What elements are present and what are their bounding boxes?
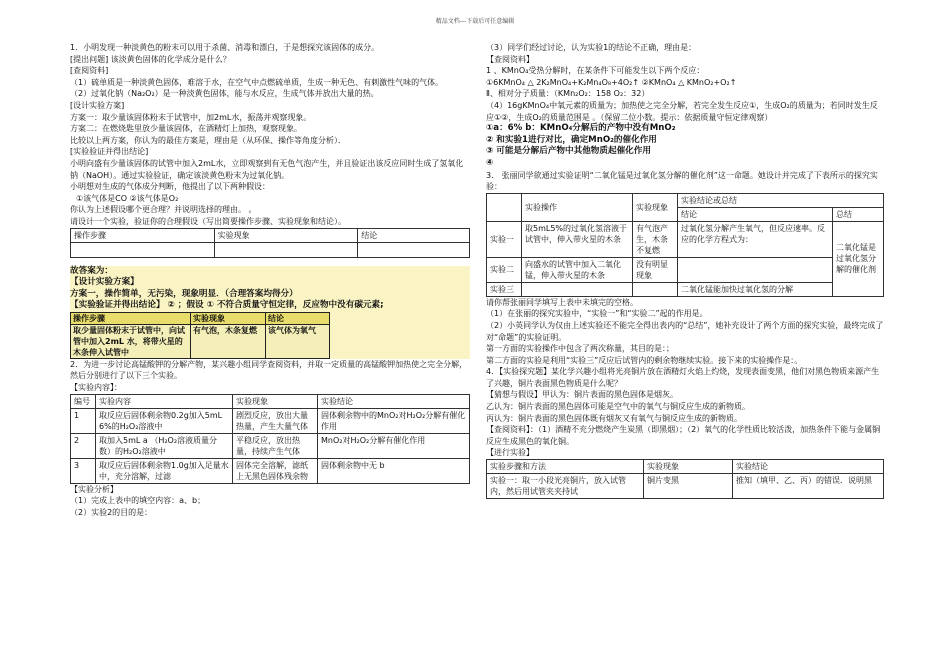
exp2-no: 2 <box>71 433 96 458</box>
hypothesis-question: 你认为上述假设哪个更合理？并说明选择的理由。 。 <box>70 205 257 215</box>
exp-head-content: 实验内容 <box>96 394 233 408</box>
exp-two-phenom: 没有明显现象 <box>633 257 678 282</box>
info-2: （2）过氧化钠（Na₂O₂）是一种淡黄色固体，能与水反应，生成气体并放出大量的热。 <box>70 89 379 99</box>
verify-text-1: 小明向盛有少量该固体的试管中加入2mL水，立即观察到有无色气泡产生，并且验证出该反应同时生成了氢氧化钠（NaOH）。通过实验验证，确定该淡黄色粉末为过氧化钠。 <box>70 158 464 180</box>
ans-head-phenom: 实验现象 <box>191 312 266 324</box>
cu-head-concl: 实验结论 <box>733 460 884 474</box>
ans-steps: 取少量固体粉末于试管中，向试管中加入2mL 水，将带火星的木条伸入试管中 <box>71 324 191 358</box>
analysis-2: （2）实验2的目的是： <box>70 507 153 517</box>
exp1-concl: 固体剩余物中的MnO₂对H₂O₂分解有催化作用 <box>318 408 470 433</box>
sub-q-2: （2）小英同学认为仅由上述实验还不能完全得出表内的“总结”，她补充设计了两个方面的探究实验，最终完成了对“命题”的实验证明。 <box>486 320 884 342</box>
answer-b: ② 和实验1进行对比，确定MnO₂的催化作用 <box>486 134 657 145</box>
cat-head-total: 总结 <box>833 207 884 221</box>
q2-intro: 2．为进一步讨论高锰酸钾的分解产物，某兴趣小组同学查阅资料，并取一定质量的高锰酸钾加热使之完全分解，然后分别进行了以下三个实验。 <box>70 359 468 381</box>
copper-table <box>486 459 884 499</box>
info-title: [查阅资料] <box>70 66 109 76</box>
answer-a: ①a：6% b：KMnO₄分解后的产物中没有MnO₂ <box>486 123 676 134</box>
design-title: [设计实验方案] <box>70 100 125 110</box>
exp-three-label: 实验三 <box>487 282 522 296</box>
info-2-right: 【查阅资料】：（1）酒精不充分燃烧产生炭黑（即黑烟）；（2）氧气的化学性质比较活泼，加热条件下能与金属铜反应生成黑色的氧化铜。 <box>486 425 881 446</box>
experiment-table <box>70 394 470 484</box>
catalyst-table <box>486 193 884 297</box>
answer-2: 方案一，操作简单，无污染，现象明显．（合理答案均得分） <box>70 288 298 299</box>
info-1: （1）硫单质是一种淡黄色固体，难溶于水，在空气中点燃硫单质，生成一种无色、有刺激性气味的气体。 <box>70 77 444 87</box>
exp-head-phenom: 实验现象 <box>233 394 318 408</box>
cu-steps: 实验一：取一小段光亮铜片，放入试管内，然后用试管夹夹持试 <box>487 474 644 499</box>
q3-sub: （3）同学们经过讨论，认为实验1的结论不正确，理由是： <box>486 43 697 52</box>
plan-1: 方案一：取少量该固体粉末于试管中，加2mL水，振荡并观察现象。 <box>70 112 312 122</box>
exp-head-concl: 实验结论 <box>318 394 470 408</box>
cu-concl: 推知（填甲、乙、丙）的错误．说明黑 <box>733 474 884 499</box>
right-column <box>486 42 884 499</box>
exp2-content: 取加入5mL a （H₂O₂溶液质量分数）的H₂O₂溶液中 <box>96 433 233 458</box>
q3-intro: 3． 张丽同学欲通过实验证明“二氧化锰是过氧化氢分解的催化剂”这一命题。她设计并完成了下表所示的探究实验： <box>486 170 878 192</box>
compare-question: 比较以上两方案，你认为的最佳方案是，理由是（从环保、操作等角度分析）． <box>70 135 346 145</box>
cu-phenom: 铜片变黑 <box>644 474 733 499</box>
blank-head-steps: 操作步骤 <box>71 228 215 242</box>
cu-head-phenom: 实验现象 <box>644 460 733 474</box>
exp3-concl: 固体剩余物中无 b <box>318 458 470 483</box>
exp-three-phenom <box>633 282 678 296</box>
ans-head-concl: 结论 <box>266 312 330 324</box>
ans-concl: 该气体为氧气 <box>266 324 330 358</box>
right-info-1: 1 、KMnO₄受热分解时，在某条件下可能发生以下两个反应： <box>486 66 705 76</box>
molar-mass: Ⅱ、相对分子质量：（KMn₂O₂：158 O₂：32） <box>486 89 650 99</box>
sub-q-4: 第二方面的实验是利用“实验三”反应后试管内的剩余物继续实验。接下来的实验操作是：。 <box>486 355 803 365</box>
exp-two-label: 实验二 <box>487 257 522 282</box>
ans-head-steps: 操作步骤 <box>71 312 191 324</box>
exp-one-label: 实验一 <box>487 221 522 257</box>
verify-title: [实验验证并得出结论] <box>70 147 149 157</box>
left-column <box>70 42 470 518</box>
cat-head-op: 实验操作 <box>522 193 633 221</box>
sub-q-1: （1）在张丽的探究实验中，“实验一”和“实验二”起的作用是。 <box>486 309 708 319</box>
conduct-title: 【进行实验】 <box>486 448 534 458</box>
q1-intro: 1．小明发现一种淡黄色的粉末可以用于杀菌、消毒和漂白，于是想探究该固体的成分。 <box>70 43 380 52</box>
answer-title: 故答案为： <box>70 265 113 276</box>
q4-sub: （4）16gKMnO₄中氧元素的质量为；加热使之完全分解，若完全发生反应①，生成O₂的质量为；若同时发生反应①②，生成O₂的质量范围是 。（保留二位小数。提示：依据质量守恒定律观察） <box>486 100 878 122</box>
blank-head-phenom: 实验现象 <box>214 228 358 242</box>
exp-one-op: 取5mL5%的过氧化氢溶液于试管中，伸入带火星的木条 <box>522 221 633 257</box>
cat-head-summary: 实验结论或总结 <box>678 193 884 207</box>
answer-table <box>70 312 330 359</box>
exp-three-concl: 二氧化锰能加快过氧化氢的分解 <box>678 282 833 296</box>
guess-jia: 【猜想与假设】甲认为：铜片表面的黑色固体是烟灰。 <box>486 390 678 400</box>
exp1-phenom: 剧烈反应，放出大量热量，产生大量气体 <box>233 408 318 433</box>
answer-block <box>70 266 470 359</box>
exp-two-op: 向盛水的试管中加入二氧化锰，伸入带火星的木条 <box>522 257 633 282</box>
exp3-content: 取反应后固体剩余物1.0g加入足量水中，充分溶解，过滤 <box>96 458 233 483</box>
guess-yi: 乙认为：铜片表面的黑色固体可能是空气中的氧气与铜反应生成的新物质。 <box>486 402 750 412</box>
answer-c: ③ 可能是分解后产物中其他物质起催化作用 <box>486 146 651 157</box>
design-request: 请设计一个实验，验证你的合理假设（写出简要操作步骤、实验现象和结论）。 <box>70 216 346 226</box>
cu-head-steps: 实验步骤和方法 <box>487 460 644 474</box>
ans-phenom: 有气泡，木条复燃 <box>191 324 266 358</box>
q4-intro: 4．【实验探究题】某化学兴趣小组将光亮铜片放在酒精灯火焰上灼烧，发现表面变黑，他们对黑色物质来源产生了兴趣，铜片表面黑色物质是什么呢？ <box>486 367 880 388</box>
answer-1: 【设计实验方案】 <box>70 277 139 288</box>
exp1-content: 取反应后固体剩余物0.2g加入5mL 6%的H₂O₂溶液中 <box>96 408 233 433</box>
answer-d: ④ <box>486 157 494 168</box>
blank-head-concl: 结论 <box>358 228 470 242</box>
blank-answer-table <box>70 228 470 258</box>
cat-summary: 二氧化锰是过氧化氢分解的催化剂 <box>833 221 884 296</box>
guess-bing: 丙认为：铜片表面的黑色固体既有烟灰又有氧气与铜反应生成的新物质。 <box>486 413 742 423</box>
exp3-phenom: 固体完全溶解，滤纸上无黑色固体残余物 <box>233 458 318 483</box>
exp2-concl: MnO₂对H₂O₂分解有催化作用 <box>318 433 470 458</box>
sub-q-3: 第一方面的实验操作中包含了两次称量，其目的是：； <box>486 344 674 354</box>
right-info-title: 【查阅资料】 <box>486 54 534 64</box>
analysis-title: 【实验分析】 <box>70 484 118 494</box>
verify-text-2: 小明想对生成的气体成分判断，他提出了以下两种假设： <box>70 182 270 192</box>
answer-3: 【实验验证并得出结论】 ② ；假设 ① 不符合质量守恒定律，反应物中没有碳元素; <box>70 300 384 311</box>
cat-head-phenom: 实验现象 <box>633 193 678 221</box>
page-header: 精品文档---下载后可任意编辑 <box>435 18 515 25</box>
exp-one-concl: 过氧化氢分解产生氧气，但反应速率。反应的化学方程式为： <box>678 221 833 257</box>
analysis-1: （1）完成上表中的填空内容：a、b； <box>70 496 206 506</box>
plan-2: 方案二：在燃烧匙里放少量该固体，在酒精灯上加热，观察现象。 <box>70 124 302 134</box>
exp-one-phenom: 有气泡产生，木条不复燃 <box>633 221 678 257</box>
exp-three-op <box>522 282 633 296</box>
exp-content-title: 【实验内容】： <box>70 383 122 393</box>
hypotheses: ①该气体是CO ②该气体是O₂ <box>76 193 179 203</box>
cat-head-conclusion: 结论 <box>678 207 833 221</box>
fill-request: 请你帮张丽同学填写上表中未填完的空格。 <box>486 297 638 307</box>
q1-question: [提出问题] 该淡黄色固体的化学成分是什么？ <box>70 54 231 64</box>
reaction-equations: ①6KMnO₄ △ 2K₂MnO₄+K₂Mn₄O₈+4O₂↑ ②KMnO₄ △ KMnO₂+O₂↑ <box>486 77 737 87</box>
exp-two-concl <box>678 257 833 282</box>
exp2-phenom: 平稳反应，放出热量，持续产生气体 <box>233 433 318 458</box>
exp1-no: 1 <box>71 408 96 433</box>
exp3-no: 3 <box>71 458 96 483</box>
exp-head-no: 编号 <box>71 394 96 408</box>
